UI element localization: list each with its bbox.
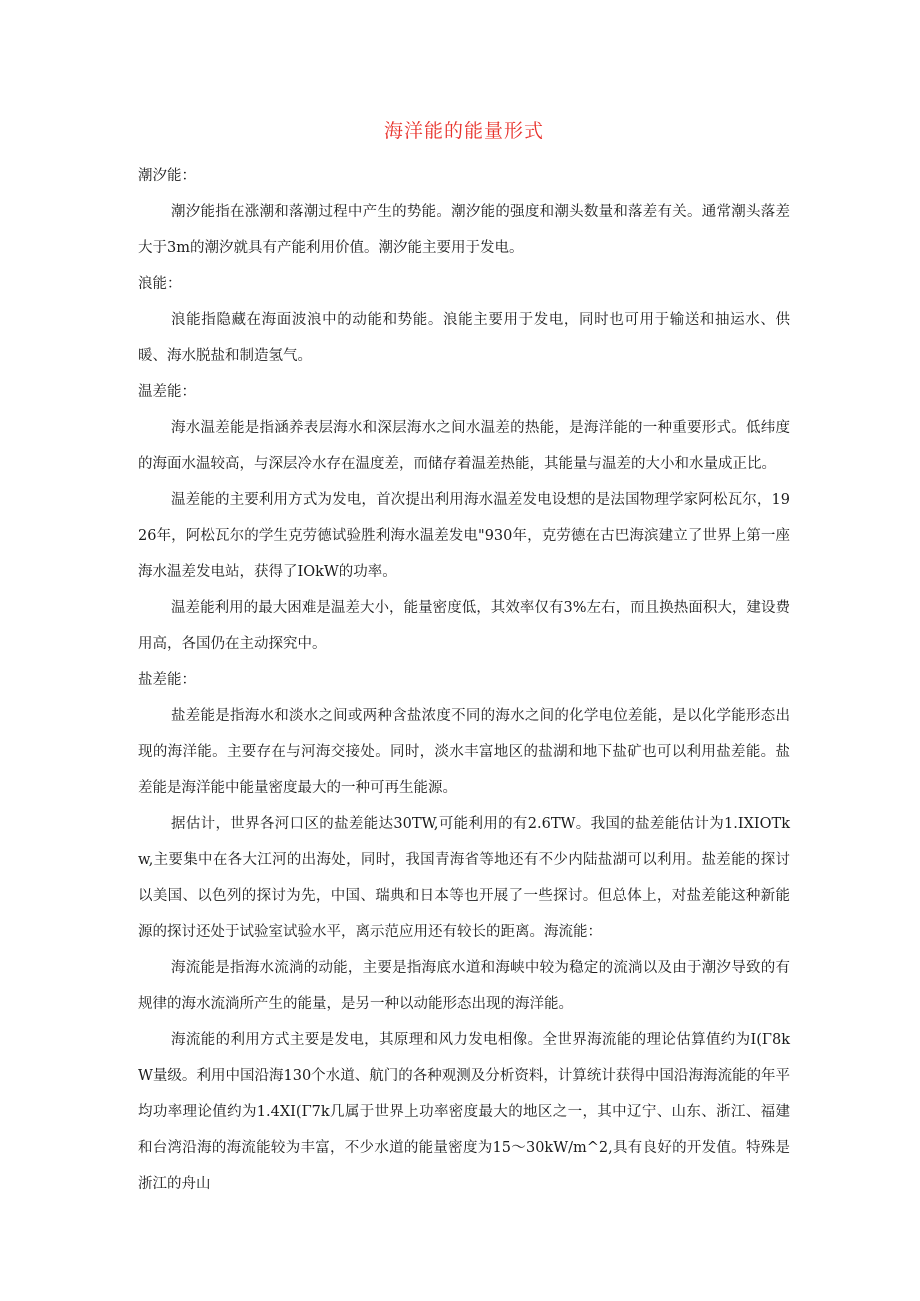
document-title: 海洋能的能量形式 [383, 120, 544, 142]
section-heading-salinity: 盐差能： [138, 672, 196, 688]
section-heading-wave: 浪能： [138, 276, 182, 292]
paragraph-current-2: 海流能的利用方式主要是发电，其原理和风力发电相像。全世界海流能的理论估算值约为I(Γ8kW量级。利用中国沿海130个水道、航门的各种观测及分析资料，计算统计获得中国沿海海流能的年平均功率理论值约为1.4XI(Γ7k几属于世界上功率密度最大的地区之一，其中辽宁、山东、浙江、福建和台湾沿海的海流能较为丰富，不少水道的能量密度为15〜30kW/m^2,具有良好的开发值。特殊是浙江的舟山 [138, 1032, 790, 1192]
paragraph-wave: 浪能指隐藏在海面波浪中的动能和势能。浪能主要用于发电，同时也可用于输送和抽运水、供暖、海水脱盐和制造氢气。 [138, 312, 790, 364]
paragraph-thermal-2: 温差能的主要利用方式为发电，首次提出利用海水温差发电设想的是法国物理学家阿松瓦尔，1926年，阿松瓦尔的学生克劳德试验胜利海水温差发电"930年，克劳德在古巴海滨建立了世界上第一座海水温差发电站，获得了IOkW的功率。 [138, 492, 790, 580]
section-heading-tidal: 潮汐能： [138, 168, 196, 184]
paragraph-salinity-2: 据估计，世界各河口区的盐差能达30TW,可能利用的有2.6TW。我国的盐差能估计为1.IXIOTkw,主要集中在各大江河的出海处，同时，我国青海省等地还有不少内陆盐湖可以利用。盐差能的探讨以美国、以色列的探讨为先，中国、瑞典和日本等也开展了一些探讨。但总体上，对盐差能这种新能源的探讨还处于试验室试验水平，离示范应用还有较长的距离。海流能： [138, 816, 790, 940]
paragraph-thermal-3: 温差能利用的最大困难是温差大小，能量密度低，其效率仅有3%左右，而且换热面积大，建设费用高，各国仍在主动探究中。 [138, 600, 790, 652]
section-heading-thermal: 温差能： [138, 384, 196, 400]
paragraph-current-1: 海流能是指海水流淌的动能，主要是指海底水道和海峡中较为稳定的流淌以及由于潮汐导致的有规律的海水流淌所产生的能量，是另一种以动能形态出现的海洋能。 [138, 960, 790, 1012]
paragraph-tidal: 潮汐能指在涨潮和落潮过程中产生的势能。潮汐能的强度和潮头数量和落差有关。通常潮头落差大于3m的潮汐就具有产能利用价值。潮汐能主要用于发电。 [138, 204, 790, 256]
paragraph-salinity-1: 盐差能是指海水和淡水之间或两种含盐浓度不同的海水之间的化学电位差能，是以化学能形态出现的海洋能。主要存在与河海交接处。同时，淡水丰富地区的盐湖和地下盐矿也可以利用盐差能。盐差能是海洋能中能量密度最大的一种可再生能源。 [138, 708, 790, 796]
paragraph-thermal-1: 海水温差能是指涵养表层海水和深层海水之间水温差的热能，是海洋能的一种重要形式。低纬度的海面水温较高，与深层冷水存在温度差，而储存着温差热能，其能量与温差的大小和水量成正比。 [138, 420, 790, 472]
document-body [138, 158, 790, 1202]
